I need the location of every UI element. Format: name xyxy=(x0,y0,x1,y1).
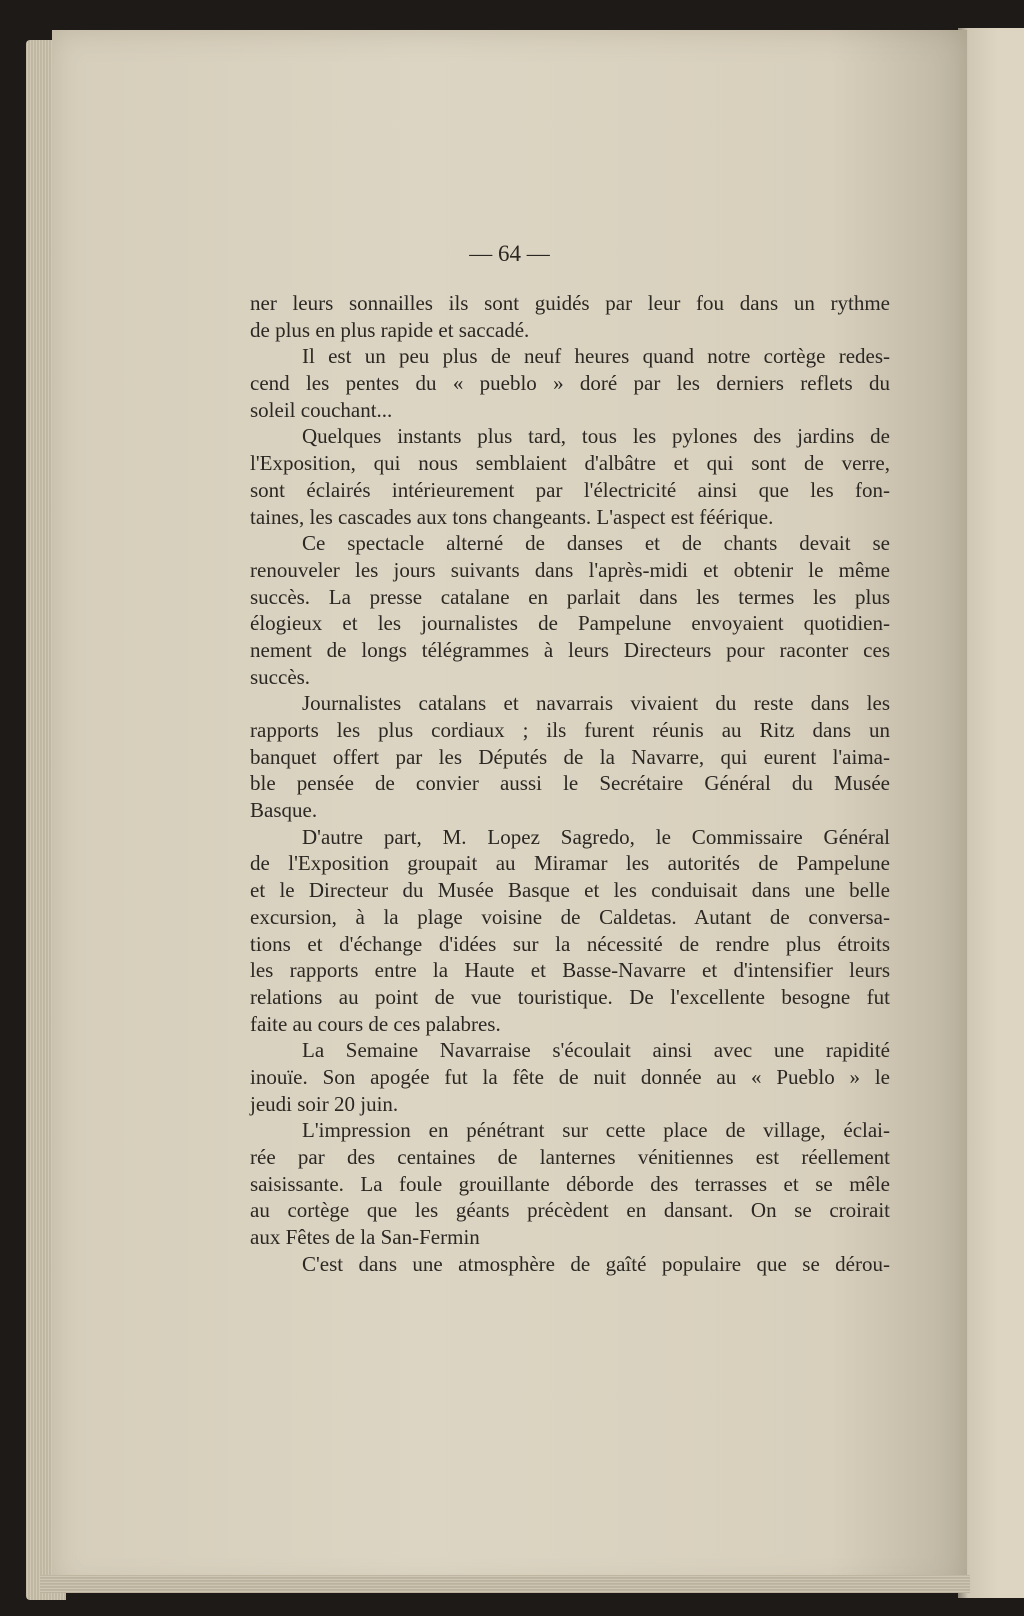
text-line: Ce spectacle alterné de danses et de chants devait se xyxy=(302,531,890,556)
text-line: de l'Exposition groupait au Miramar les autorités de Pampelune xyxy=(250,851,890,876)
text-line: aux Fêtes de la San-Fermin xyxy=(250,1225,480,1250)
text-line: cend les pentes du « pueblo » doré par les derniers reflets du xyxy=(250,371,890,396)
text-line: nement de longs télégrammes à leurs Directeurs pour raconter ces xyxy=(250,637,890,662)
paragraph xyxy=(250,530,890,690)
facing-page-edge xyxy=(958,28,1024,1598)
text-line: et le Directeur du Musée Basque et les conduisait dans une belle xyxy=(250,878,890,903)
text-line: ble pensée de convier aussi le Secrétaire Général du Musée xyxy=(250,771,890,796)
text-line: La Semaine Navarraise s'écoulait ainsi avec une rapidité xyxy=(302,1038,890,1063)
text-line: inouïe. Son apogée fut la fête de nuit donnée au « Pueblo » le xyxy=(250,1064,890,1089)
text-line: saisissante. La foule grouillante déborde des terrasses et se mêle xyxy=(250,1171,890,1196)
text-line: rapports les plus cordiaux ; ils furent réunis au Ritz dans un xyxy=(250,718,890,742)
text-line: taines, les cascades aux tons changeants. L'aspect est féérique. xyxy=(250,504,774,529)
text-line: L'impression en pénétrant sur cette place de village, éclai- xyxy=(302,1118,890,1143)
paragraph xyxy=(250,423,890,530)
body-text xyxy=(250,290,890,1277)
text-line: au cortège que les géants précèdent en dansant. On se croirait xyxy=(250,1198,890,1223)
text-line: excursion, à la plage voisine de Caldetas. Autant de conversa- xyxy=(250,904,890,929)
text-line: jeudi soir 20 juin. xyxy=(250,1091,399,1116)
text-line: Journalistes catalans et navarrais vivaient du reste dans les xyxy=(302,691,890,716)
paragraph xyxy=(250,1251,890,1278)
text-line: les rapports entre la Haute et Basse-Navarre et d'intensifier leurs xyxy=(250,958,890,983)
text-line: l'Exposition, qui nous semblaient d'albâtre et qui sont de verre, xyxy=(250,451,890,476)
text-line: D'autre part, M. Lopez Sagredo, le Commissaire Général xyxy=(302,824,890,849)
paragraph xyxy=(250,290,890,343)
text-line: soleil couchant... xyxy=(250,397,393,422)
text-line: faite au cours de ces palabres. xyxy=(250,1011,501,1036)
text-line: succès. La presse catalane en parlait dans les termes les plus xyxy=(250,584,890,609)
paragraph xyxy=(250,343,890,423)
text-line: sont éclairés intérieurement par l'électricité ainsi que les fon- xyxy=(250,477,890,502)
text-line: ner leurs sonnailles ils sont guidés par leur fou dans un rythme xyxy=(250,291,890,315)
text-line: C'est dans une atmosphère de gaîté populaire que se dérou- xyxy=(302,1251,890,1276)
paragraph xyxy=(250,1037,890,1117)
text-line: Quelques instants plus tard, tous les pylones des jardins de xyxy=(302,424,890,449)
paragraph xyxy=(250,1117,890,1250)
text-line: Basque. xyxy=(250,798,318,823)
text-line: relations au point de vue touristique. De l'excellente besogne fut xyxy=(250,984,890,1009)
text-line: renouveler les jours suivants dans l'après-midi et obtenir le même xyxy=(250,557,890,582)
text-line: rée par des centaines de lanternes vénitiennes est réellement xyxy=(250,1145,890,1169)
text-line: banquet offert par les Députés de la Navarre, qui eurent l'aima- xyxy=(250,744,890,769)
text-line: élogieux et les journalistes de Pampelune envoyaient quotidien- xyxy=(250,611,890,636)
text-line: Il est un peu plus de neuf heures quand notre cortège redes- xyxy=(302,344,890,369)
text-line: tions et d'échange d'idées sur la nécessité de rendre plus étroits xyxy=(250,931,890,956)
page-stack-bottom xyxy=(40,1575,970,1593)
page-number: — 64 — xyxy=(469,241,550,266)
text-line: de plus en plus rapide et saccadé. xyxy=(250,317,530,342)
text-line: succès. xyxy=(250,664,311,689)
paragraph xyxy=(250,824,890,1038)
paragraph xyxy=(250,690,890,823)
